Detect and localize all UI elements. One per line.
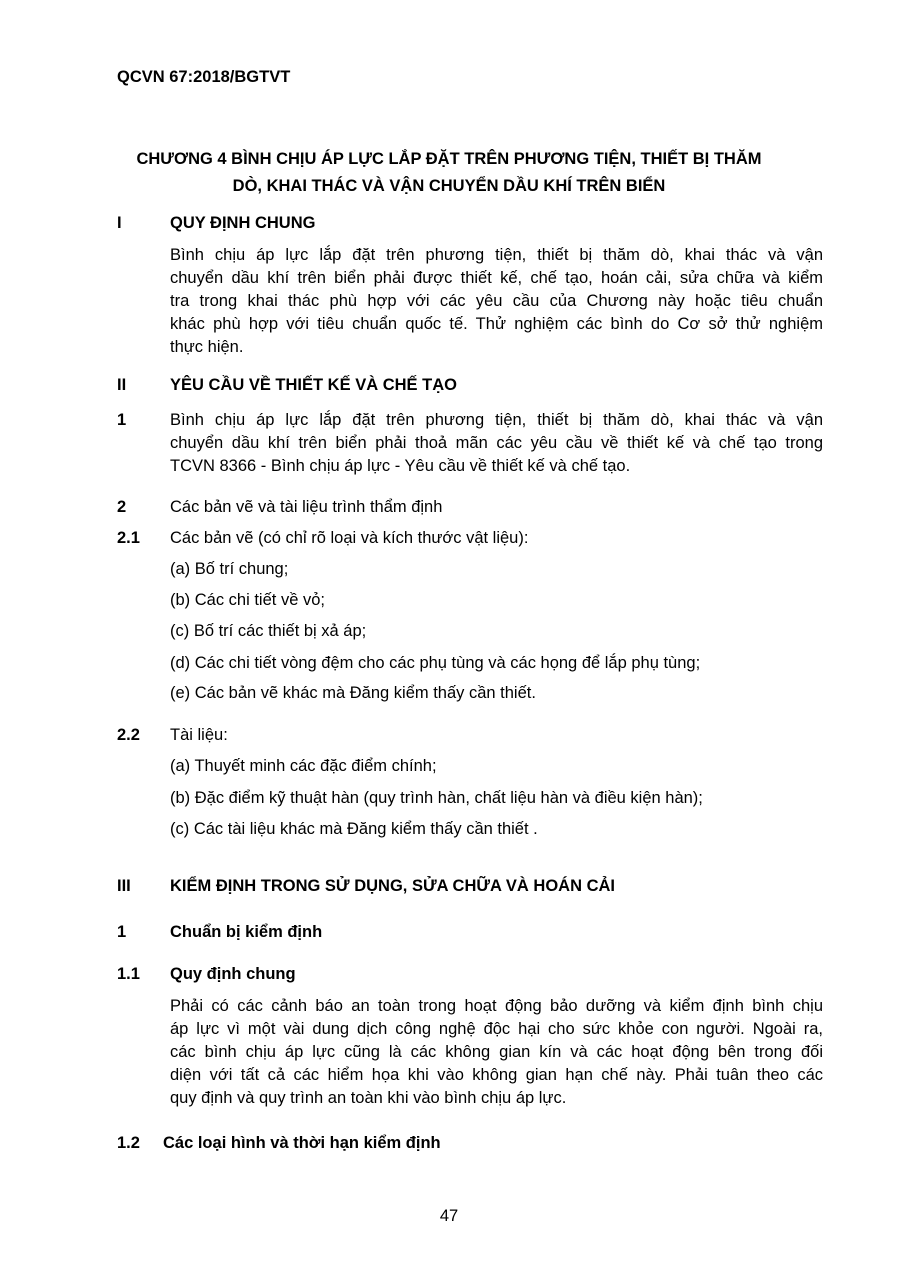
section-i-number: I — [117, 214, 122, 232]
chapter-title-line-2: DÒ, KHAI THÁC VÀ VẬN CHUYỂN DẦU KHÍ TRÊN BIỂN — [232, 177, 666, 195]
list-item: (c) Các tài liệu khác mà Đăng kiểm thấy cần thiết . — [170, 820, 538, 838]
list-item: (d) Các chi tiết vòng đệm cho các phụ tùng và các họng để lắp phụ tùng; — [170, 654, 701, 672]
section-i-title: QUY ĐỊNH CHUNG — [170, 214, 316, 232]
paragraph-line: Bình chịu áp lực lắp đặt trên phương tiện, thiết bị thăm dò, khai thác và vận — [170, 411, 823, 429]
item-text: Các bản vẽ và tài liệu trình thẩm định — [170, 498, 443, 516]
paragraph-line: khác phù hợp với tiêu chuẩn quốc tế. Thử nghiệm các bình do Cơ sở thử nghiệm — [170, 315, 823, 333]
paragraph-line: Phải có các cảnh báo an toàn trong hoạt động bảo dưỡng và kiểm định bình chịu — [170, 997, 823, 1015]
list-item: (b) Đặc điểm kỹ thuật hàn (quy trình hàn, chất liệu hàn và điều kiện hàn); — [170, 789, 703, 807]
page-number: 47 — [439, 1207, 459, 1225]
section-ii-number: II — [117, 376, 127, 394]
document-code: QCVN 67:2018/BGTVT — [117, 68, 291, 86]
paragraph-line: Bình chịu áp lực lắp đặt trên phương tiện, thiết bị thăm dò, khai thác và vận — [170, 246, 823, 264]
section-iii-number: III — [117, 877, 131, 895]
list-item: (a) Thuyết minh các đặc điểm chính; — [170, 757, 437, 775]
paragraph-line: diện với tất cả các hiểm họa khi vào không gian hạn chế này. Phải tuân theo các — [170, 1066, 823, 1084]
paragraph-line: chuyển dầu khí trên biển phải được thiết kế, chế tạo, hoán cải, sửa chữa và kiểm — [170, 269, 823, 287]
paragraph-line: tra trong khai thác phù hợp với các yêu cầu của Chương này hoặc tiêu chuẩn — [170, 292, 823, 310]
item-number: 1 — [117, 923, 127, 941]
section-ii-title: YÊU CẦU VỀ THIẾT KẾ VÀ CHẾ TẠO — [170, 376, 457, 394]
item-text: Các bản vẽ (có chỉ rõ loại và kích thước vật liệu): — [170, 529, 529, 547]
item-number: 2.1 — [117, 529, 140, 547]
item-title: Các loại hình và thời hạn kiểm định — [163, 1134, 441, 1152]
chapter-title-line-1: CHƯƠNG 4 BÌNH CHỊU ÁP LỰC LẮP ĐẶT TRÊN PHƯƠNG TIỆN, THIẾT BỊ THĂM — [136, 150, 762, 168]
item-text: Tài liệu: — [170, 726, 228, 744]
item-number: 1 — [117, 411, 127, 429]
item-number: 2.2 — [117, 726, 140, 744]
section-iii-title: KIỂM ĐỊNH TRONG SỬ DỤNG, SỬA CHỮA VÀ HOÁN CẢI — [170, 877, 616, 895]
paragraph-line: TCVN 8366 - Bình chịu áp lực - Yêu cầu về thiết kế và chế tạo. — [170, 457, 631, 475]
paragraph-line: quy định và quy trình an toàn khi vào bình chịu áp lực. — [170, 1089, 567, 1107]
list-item: (a) Bố trí chung; — [170, 560, 289, 578]
item-title: Chuẩn bị kiểm định — [170, 923, 323, 941]
paragraph-line: chuyển dầu khí trên biển phải thoả mãn các yêu cầu về thiết kế và chế tạo trong — [170, 434, 823, 452]
item-title: Quy định chung — [170, 965, 296, 983]
list-item: (c) Bố trí các thiết bị xả áp; — [170, 622, 367, 640]
paragraph-line: áp lực vì một vài dung dịch công nghệ độc hại cho sức khỏe con người. Ngoài ra, — [170, 1020, 823, 1038]
paragraph-line: các bình chịu áp lực cũng là các không gian kín và các hoạt động bên trong đối — [170, 1043, 823, 1061]
item-number: 2 — [117, 498, 127, 516]
list-item: (b) Các chi tiết về vỏ; — [170, 591, 325, 609]
paragraph-line: thực hiện. — [170, 338, 244, 356]
item-number: 1.1 — [117, 965, 140, 983]
list-item: (e) Các bản vẽ khác mà Đăng kiểm thấy cần thiết. — [170, 684, 536, 702]
item-number: 1.2 — [117, 1134, 140, 1152]
